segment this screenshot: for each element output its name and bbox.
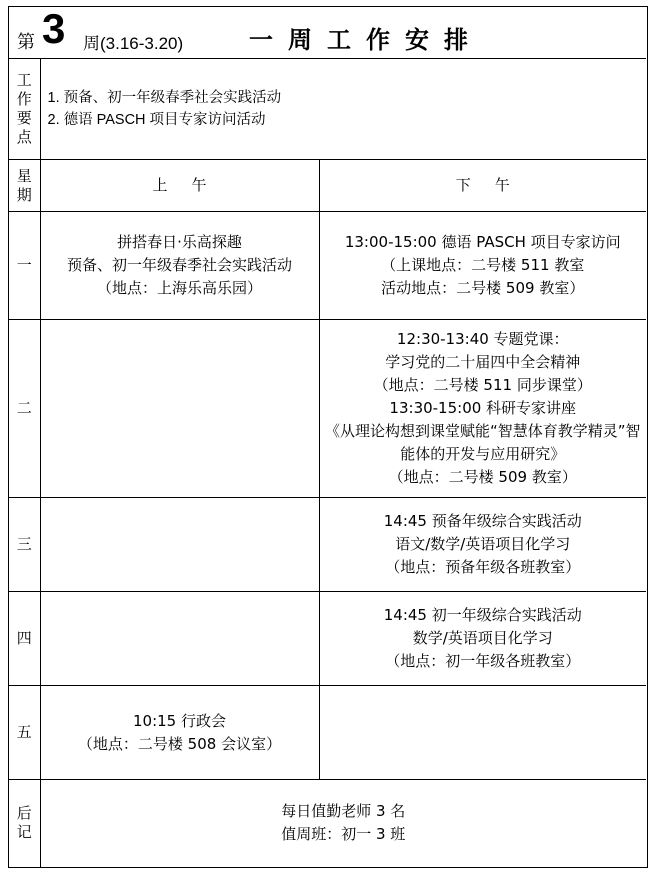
- column-header-row: [9, 160, 646, 212]
- thursday-afternoon-cell: 14:45 初一年级综合实践活动 数学/英语项目化学习 （地点：初一年级各班教室）: [319, 592, 646, 686]
- day-row-thursday: [9, 592, 646, 686]
- key-points-label: 工 作 要 点: [9, 59, 40, 160]
- day-row-friday: [9, 686, 646, 780]
- wednesday-afternoon-cell: 14:45 预备年级综合实践活动 语文/数学/英语项目化学习 （地点：预备年级各班教室）: [319, 498, 646, 592]
- week-range: 周(3.16-3.20): [83, 34, 184, 53]
- day-name: 五: [9, 686, 40, 780]
- tuesday-morning-cell: [40, 320, 319, 498]
- morning-column-header: 上 午: [40, 160, 319, 212]
- afternoon-column-header: 下 午: [319, 160, 646, 212]
- friday-afternoon-cell: [319, 686, 646, 780]
- key-point-item: 1. 预备、初一年级春季社会实践活动: [47, 90, 282, 106]
- tuesday-afternoon-cell: 12:30-13:40 专题党课： 学习党的二十届四中全会精神 （地点：二号楼 511 同步课堂） 13:30-15:00 科研专家讲座 《从理论构想到课堂赋能“智慧体育教学精灵”智能体的开发与应用研究》 （地点：二号楼 509 教室）: [319, 320, 646, 498]
- day-name: 四: [9, 592, 40, 686]
- week-prefix: 第: [17, 32, 35, 53]
- weekly-schedule-sheet: [8, 6, 648, 868]
- day-row-tuesday: [9, 320, 646, 498]
- key-points-row: [9, 59, 646, 160]
- friday-morning-cell: 10:15 行政会 （地点：二号楼 508 会议室）: [40, 686, 319, 780]
- day-name: 一: [9, 212, 40, 320]
- week-number: 3: [42, 5, 66, 52]
- wednesday-morning-cell: [40, 498, 319, 592]
- day-column-header: 星 期: [9, 160, 40, 212]
- page-title: 一周工作安排: [249, 26, 483, 54]
- key-points-list: [40, 59, 646, 160]
- day-row-monday: [9, 212, 646, 320]
- thursday-morning-cell: [40, 592, 319, 686]
- schedule-header: [9, 7, 646, 59]
- monday-afternoon-cell: 13:00-15:00 德语 PASCH 项目专家访问 （上课地点：二号楼 511 教室 活动地点：二号楼 509 教室）: [319, 212, 646, 320]
- key-point-item: 2. 德语 PASCH 项目专家访问活动: [47, 112, 266, 128]
- day-name: 二: [9, 320, 40, 498]
- schedule-table: [9, 58, 646, 867]
- monday-morning-cell: 拼搭春日·乐高探趣 预备、初一年级春季社会实践活动 （地点：上海乐高乐园）: [40, 212, 319, 320]
- day-row-wednesday: [9, 498, 646, 592]
- notes-label: 后 记: [9, 780, 40, 867]
- notes-row: [9, 780, 646, 867]
- day-name: 三: [9, 498, 40, 592]
- notes-content: 每日值勤老师 3 名 值周班：初一 3 班: [40, 780, 646, 867]
